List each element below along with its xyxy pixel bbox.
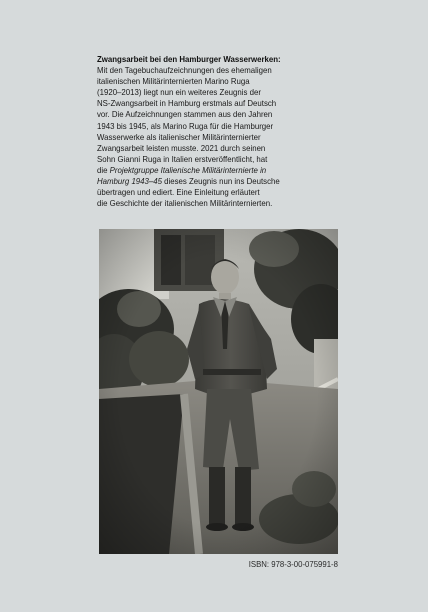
blurb-line: NS-Zwangsarbeit in Hamburg erstmals auf Deutsch: [97, 99, 277, 109]
blurb-line: die Geschichte der italienischen Militärinternierten.: [97, 199, 273, 209]
isbn-label: ISBN: 978-3-00-075991-8: [248, 560, 338, 569]
blurb-line: Wasserwerke als italienischer Militärinternierter: [97, 132, 261, 142]
blurb-line: (1920–2013) liegt nun ein weiteres Zeugnis der: [97, 88, 261, 98]
blurb-text: dieses Zeugnis nun ins Deutsche: [161, 177, 280, 187]
blurb-title: Zwangsarbeit bei den Hamburger Wasserwerken:: [97, 55, 281, 64]
blurb-line: italienischen Militärinternierten Marino Ruga: [97, 77, 250, 87]
blurb-line: übertragen und ediert. Eine Einleitung erläutert: [97, 188, 260, 198]
soldier-portrait-illustration: [99, 229, 338, 554]
blurb-line: [97, 176, 343, 187]
blurb-line: vor. Die Aufzeichnungen stammen aus den Jahren: [97, 110, 273, 120]
project-group-name: Projektgruppe Italienische Militärinternierte in: [109, 165, 267, 175]
project-group-name-cont: Hamburg 1943–45: [97, 177, 162, 187]
blurb-line: Sohn Gianni Ruga in Italien erstveröffentlicht, hat: [97, 154, 268, 164]
blurb-line: Mit den Tagebuchaufzeichnungen des ehemaligen: [97, 66, 272, 76]
blurb-line: [97, 165, 343, 176]
blurb-line: Zwangsarbeit leisten musste. 2021 durch seinen: [97, 143, 266, 153]
historical-photo: [99, 229, 338, 554]
blurb-text: die: [97, 165, 110, 175]
back-cover-blurb: [97, 54, 343, 209]
blurb-line: 1943 bis 1945, als Marino Ruga für die Hamburger: [97, 121, 274, 131]
